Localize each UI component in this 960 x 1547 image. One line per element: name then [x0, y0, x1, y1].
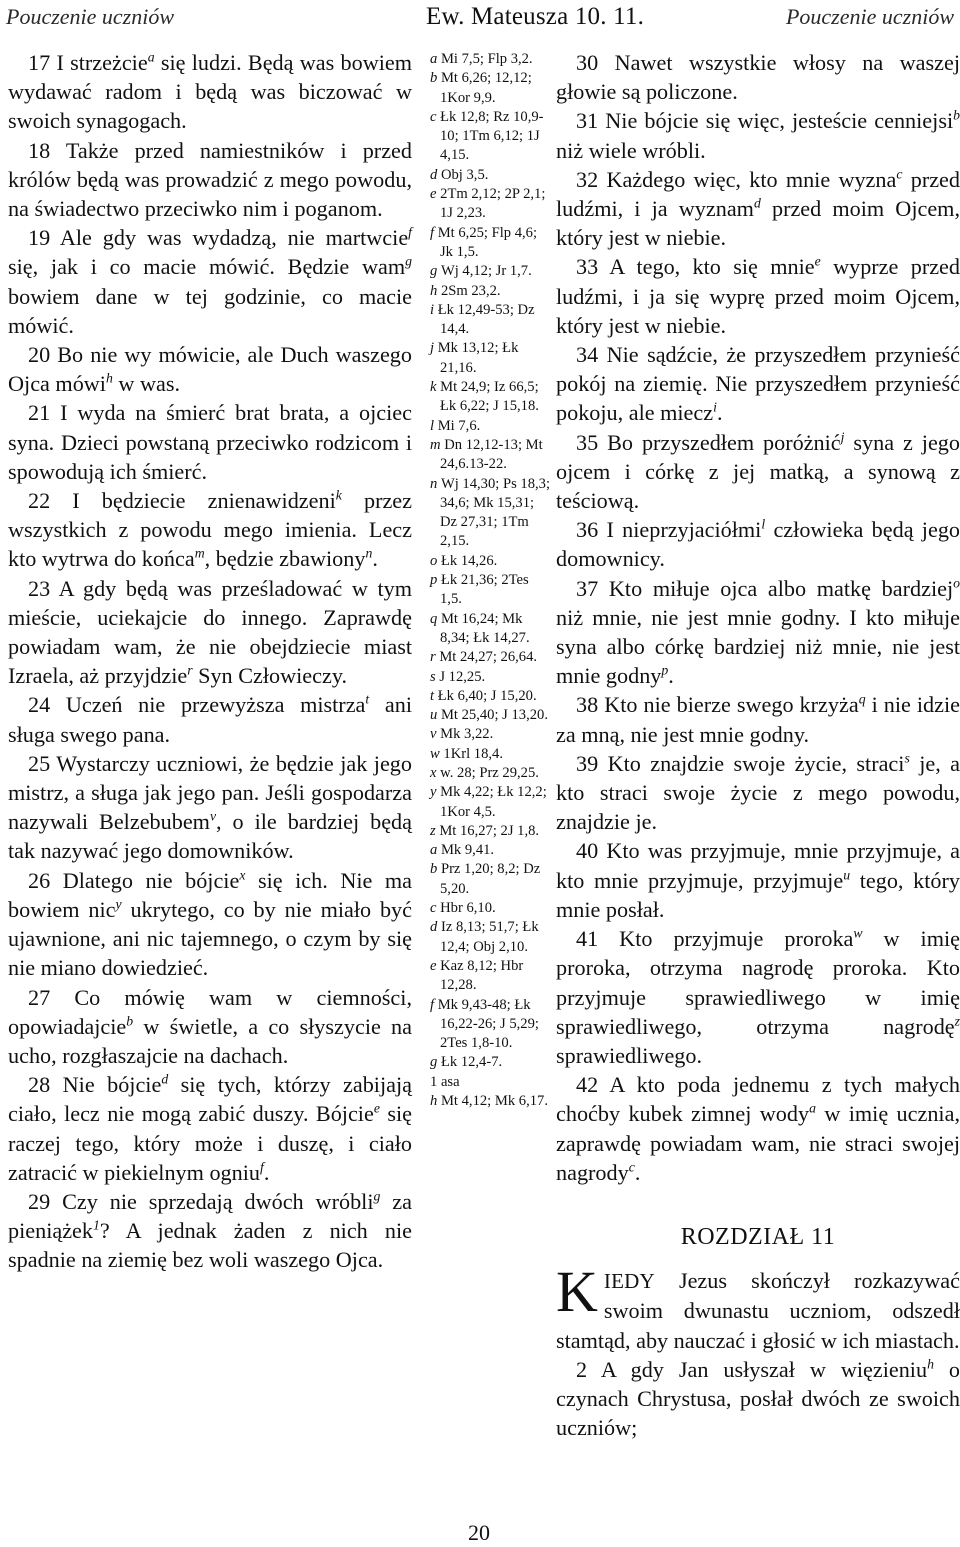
running-header-right: Pouczenie uczniów	[785, 4, 954, 29]
chapter-heading: ROZDZIAŁ 11	[680, 1223, 836, 1250]
verse-40: 40 Kto was przyjmuje, mnie przyjmuje, a kto mnie przyjmuje, przyjmuje$^u$ tego, który mnie posłał.	[556, 838, 960, 922]
cross-reference: h 2Sm 23,2.	[430, 282, 501, 299]
cross-reference: k Mt 24,9; Iz 66,5; Łk 6,22; J 15,18.	[430, 379, 539, 415]
cross-reference: d Obj 3,5.	[430, 166, 489, 183]
cross-reference: d Iz 8,13; 51,7; Łk 12,4; Obj 2,10.	[430, 919, 539, 955]
cross-reference: e 2Tm 2,12; 2P 2,1; 1J 2,23.	[430, 186, 546, 222]
small-caps-word: IEDY	[603, 1269, 655, 1294]
cross-reference: c Łk 12,8; Rz 10,9-10; 1Tm 6,12; 1J 4,15.	[430, 108, 544, 164]
cross-reference: s J 12,25.	[430, 668, 486, 685]
verse-21: 21 I wyda na śmierć brat brata, a ojciec syna. Dzieci powstaną przeciwko rodzicom i spowodują ich śmierć.	[8, 400, 412, 484]
page-number: 20	[468, 1520, 490, 1545]
cross-reference: b Mt 6,26; 12,12; 1Kor 9,9.	[430, 70, 532, 106]
verse-35: 35 Bo przyszedłem poróżnić$^j$ syna z jego ojcem i córkę z jej matką, a synową z teściową.	[556, 429, 960, 514]
cross-reference: f Mt 6,25; Flp 4,6; Jk 1,5.	[430, 224, 538, 260]
verse-22: 22 I będziecie znienawidzeni$^k$ przez wszystkich z powodu mego imienia. Lecz kto wytrwa do końca$^m$, będzie zbawiony$^n$.	[8, 487, 412, 572]
cross-reference: g Łk 12,4-7.	[430, 1054, 503, 1071]
cross-reference: m Dn 12,12-13; Mt 24,6.13-22.	[430, 436, 543, 473]
opening-verse-text: Jezus skończył rozkazywać swoim dwunastu uczniom, odszedł stamtąd, aby nauczać i głosić w ich miastach.	[556, 1268, 960, 1353]
cross-reference: n Wj 14,30; Ps 18,3; 34,6; Mk 15,31; Dz 27,31; 1Tm 2,15.	[430, 475, 551, 550]
verse-11-2: 2 A gdy Jan usłyszał w więzieniu$^h$ o czynach Chrystusa, posłał dwóch ze swoich uczniów;	[556, 1356, 960, 1441]
verse-23: 23 A gdy będą was prześladować w tym mieście, uciekajcie do innego. Zaprawdę powiadam wam, że nie obejdziecie miast Izraela, aż przyjdzie$^r$ Syn Człowieczy.	[8, 575, 412, 689]
verse-36: 36 I nieprzyjaciółmi$^l$ człowieka będą jego domownicy.	[556, 516, 960, 572]
cross-reference: a Mk 9,41.	[430, 842, 495, 859]
verse-17: 17 I strzeżcie$^a$ się ludzi. Będą was bowiem wydawać radom i będą was biczować w swoich synagogach.	[8, 49, 412, 134]
cross-reference: o Łk 14,26.	[430, 552, 498, 569]
cross-reference: i Łk 12,49-53; Dz 14,4.	[430, 301, 535, 338]
verse-24: 24 Uczeń nie przewyższa mistrza$^t$ ani sługa swego pana.	[8, 692, 413, 747]
cross-reference-column	[430, 50, 550, 1111]
cross-reference: r Mt 24,27; 26,64.	[430, 649, 538, 666]
cross-reference: e Kaz 8,12; Hbr 12,28.	[430, 957, 524, 994]
cross-reference: g Wj 4,12; Jr 1,7.	[430, 263, 532, 280]
cross-reference: h Mt 4,12; Mk 6,17.	[430, 1093, 548, 1110]
verse-34: 34 Nie sądźcie, że przyszedłem przynieść pokój na ziemię. Nie przyszedłem przynieść pokoju, ale miecz$^i$.	[556, 342, 960, 426]
cross-reference: t Łk 6,40; J 15,20.	[430, 687, 537, 704]
cross-reference: y Mk 4,22; Łk 12,2; 1Kor 4,5.	[430, 784, 547, 820]
verse-38: 38 Kto nie bierze swego krzyża$^q$ i nie idzie za mną, nie jest mnie godny.	[556, 692, 960, 747]
cross-reference: u Mt 25,40; J 13,20.	[430, 707, 548, 724]
right-text-column	[556, 48, 960, 1442]
cross-reference: j Mk 13,12; Łk 21,16.	[430, 340, 519, 376]
verse-39: 39 Kto znajdzie swoje życie, straci$^s$ je, a kto straci swoje życie z mego powodu, znajdzie je.	[556, 750, 960, 835]
verse-20: 20 Bo nie wy mówicie, ale Duch waszego Ojca mówi$^h$ w was.	[8, 342, 412, 397]
verse-37: 37 Kto miłuje ojca albo matkę bardziej$^o$ niż mnie, nie jest mnie godny. I kto miłuje syna albo córkę bardziej niż mnie, nie jest mnie godny$^p$.	[556, 575, 960, 689]
drop-cap-letter: K	[556, 1259, 598, 1325]
cross-reference: v Mk 3,22.	[430, 726, 494, 743]
cross-reference: c Hbr 6,10.	[430, 900, 496, 917]
cross-reference: l Mi 7,6.	[430, 417, 481, 434]
verse-33: 33 A tego, kto się mnie$^e$ wyprze przed ludźmi, i ja się wyprę przed moim Ojcem, który jest w niebie.	[556, 254, 960, 338]
running-header-left: Pouczenie uczniów	[6, 4, 175, 29]
verse-27: 27 Co mówię wam w ciemności, opowiadajcie$^b$ w świetle, a co słyszycie na ucho, rozgłaszajcie na dachach.	[8, 984, 412, 1068]
cross-reference: q Mt 16,24; Mk 8,34; Łk 14,27.	[430, 610, 530, 646]
cross-reference: b Prz 1,20; 8,2; Dz 5,20.	[430, 861, 541, 897]
verse-42: 42 A kto poda jednemu z tych małych choćby kubek zimnej wody$^a$ w imię ucznia, zaprawdę powiadam wam, nie straci swojej nagrody$^c$.	[556, 1072, 960, 1185]
verse-18: 18 Także przed namiestników i przed królów będą was prowadzić z mego powodu, na świadectwo przeciwko nim i poganom.	[8, 137, 412, 222]
verse-32: 32 Każdego więc, kto mnie wyzna$^c$ przed ludźmi, i ja wyznam$^d$ przed moim Ojcem, który jest w niebie.	[556, 166, 960, 251]
chapter-opening-verse	[556, 1259, 960, 1355]
verse-28: 28 Nie bójcie$^d$ się tych, którzy zabijają ciało, lecz nie mogą zabić duszy. Bójcie$^e$ się raczej tego, który może i duszę, i ciało zatracić w piekielnym ogniu$^f$.	[8, 1071, 412, 1185]
verse-29: 29 Czy nie sprzedają dwóch wróbli$^g$ za pieniążek$^1$? A jednak żaden z nich nie spadnie na ziemię bez woli waszego Ojca.	[8, 1188, 412, 1273]
cross-reference: p Łk 21,36; 2Tes 1,5.	[430, 572, 529, 608]
left-text-column	[8, 48, 412, 1275]
cross-reference: 1 asa	[430, 1073, 460, 1090]
running-header-center: Ew. Mateusza 10. 11.	[426, 3, 645, 30]
cross-reference: a Mi 7,5; Flp 3,2.	[430, 51, 533, 67]
cross-reference: z Mt 16,27; 2J 1,8.	[430, 822, 540, 839]
verse-30: 30 Nawet wszystkie włosy na waszej głowie są policzone.	[556, 50, 960, 105]
cross-reference: x w. 28; Prz 29,25.	[430, 764, 539, 781]
verse-19: 19 Ale gdy was wydadzą, nie martwcie$^f$ się, jak i co macie mówić. Będzie wam$^g$ bowiem dane w tej godzinie, co macie mówić.	[8, 224, 412, 338]
verse-41: 41 Kto przyjmuje proroka$^w$ w imię proroka, otrzyma nagrodę proroka. Kto przyjmuje sprawiedliwego w imię sprawiedliwego, otrzyma nagrodę$^z$ sprawiedliwego.	[556, 925, 960, 1068]
verse-25: 25 Wystarczy uczniowi, że będzie jak jego mistrz, a sługa jak jego pan. Jeśli gospodarza nazywali Belzebubem$^v$, o ile bardziej będą tak nazywać jego domowników.	[8, 750, 412, 864]
verse-31: 31 Nie bójcie się więc, jesteście cenniejsi$^b$ niż wiele wróbli.	[556, 108, 960, 163]
cross-reference: f Mk 9,43-48; Łk 16,22-26; J 5,29; 2Tes 1,8-10.	[430, 996, 539, 1052]
cross-reference: w 1Krl 18,4.	[430, 745, 503, 762]
verse-26: 26 Dlatego nie bójcie$^x$ się ich. Nie ma bowiem nic$^y$ ukrytego, co by nie miało być ujawnione, ani nic tajemnego, o czym by się nie miano dowiedzieć.	[8, 867, 413, 981]
